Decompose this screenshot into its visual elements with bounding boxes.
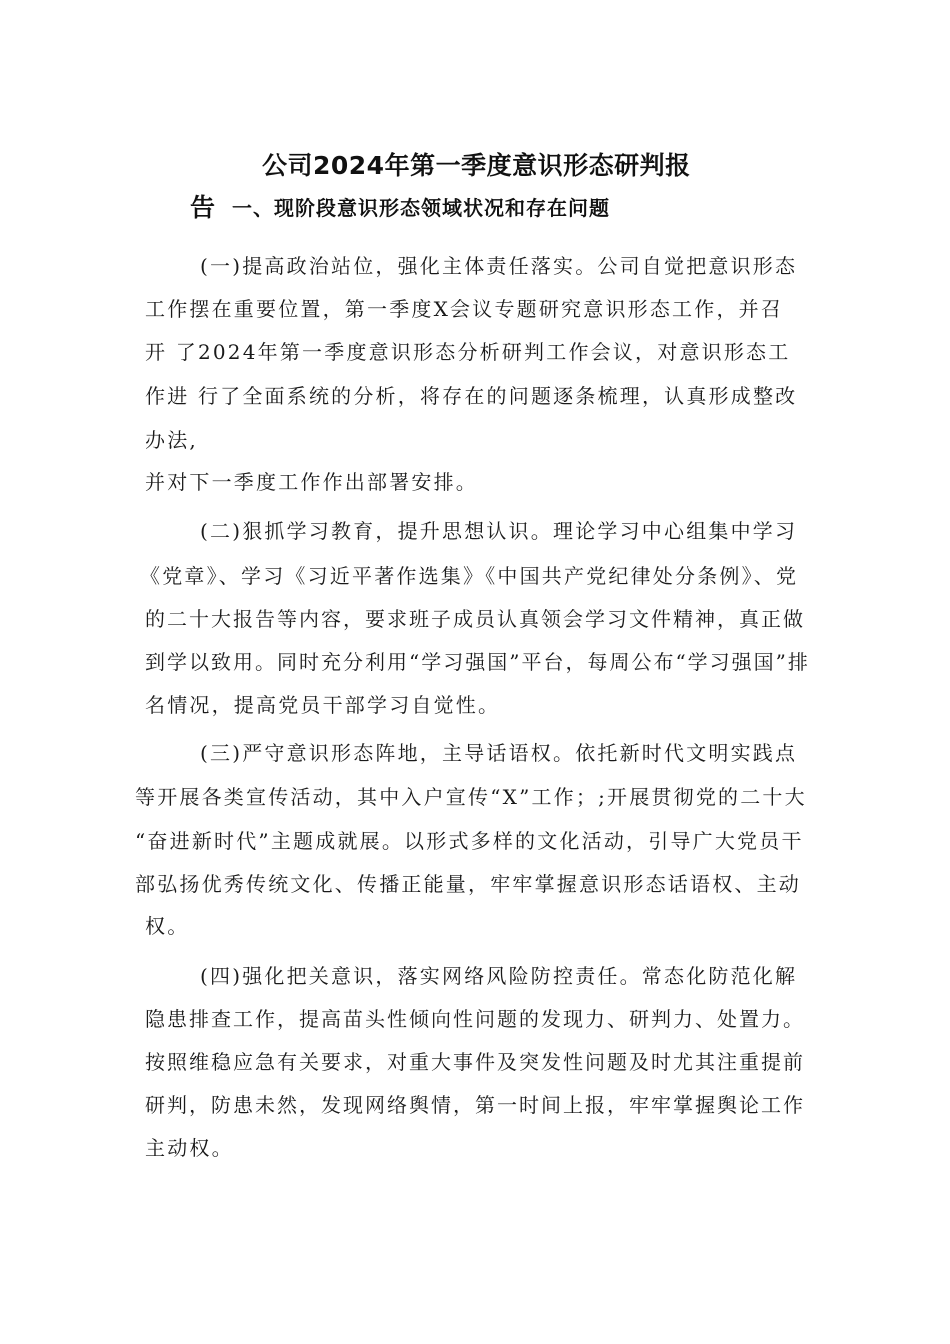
paragraph-3-line-3: “奋进新时代”主题成就展。以形式多样的文化活动，引导广大党员干 (135, 829, 804, 853)
paragraph-4-line-1: (四)强化把关意识，落实网络风险防控责任。常态化防范化解 (200, 964, 798, 988)
paragraph-1-line-4: 作进 行了全面系统的分析，将存在的问题逐条梳理，认真形成整改 (145, 384, 798, 408)
section-heading: 一、现阶段意识形态领域状况和存在问题 (232, 196, 610, 220)
paragraph-2-line-2: 《党章》、学习《习近平著作选集》《中国共产党纪律处分条例》、党 (140, 564, 799, 588)
paragraph-2-line-4: 到学以致用。同时充分利用“学习强国”平台，每周公布“学习强国”排 (145, 650, 810, 674)
paragraph-4-line-4: 研判，防患未然，发现网络舆情，第一时间上报，牢牢掌握舆论工作 (145, 1093, 805, 1117)
document-title-tail: 告 (190, 193, 216, 222)
paragraph-3-line-2: 等开展各类宣传活动，其中入户宣传“X”工作；;开展贯彻党的二十大 (135, 785, 807, 809)
paragraph-3-line-4: 部弘扬优秀传统文化、传播正能量，牢牢掌握意识形态话语权、主动 (135, 872, 801, 896)
paragraph-3-line-1: (三)严守意识形态阵地，主导话语权。依托新时代文明实践点 (200, 741, 798, 765)
paragraph-3-line-5: 权。 (145, 914, 190, 938)
paragraph-4-line-3: 按照维稳应急有关要求，对重大事件及突发性问题及时尤其注重提前 (145, 1050, 805, 1074)
paragraph-4-line-5: 主动权。 (145, 1136, 234, 1160)
paragraph-1-line-2: 工作摆在重要位置，第一季度X会议专题研究意识形态工作，并召 (145, 297, 784, 321)
paragraph-2-line-1: (二)狠抓学习教育，提升思想认识。理论学习中心组集中学习 (200, 519, 798, 543)
paragraph-2-line-3: 的二十大报告等内容，要求班子成员认真领会学习文件精神，真正做 (145, 607, 805, 631)
paragraph-1-line-5: 办法, (145, 428, 198, 452)
document-title: 公司2024年第一季度意识形态研判报 (262, 151, 691, 180)
paragraph-1-line-1: (一)提高政治站位，强化主体责任落实。公司自觉把意识形态 (200, 254, 798, 278)
paragraph-4-line-2: 隐患排查工作，提高苗头性倾向性问题的发现力、研判力、处置力。 (145, 1007, 805, 1031)
paragraph-1-line-3: 开 了2024年第一季度意识形态分析研判工作会议，对意识形态工 (145, 340, 791, 364)
paragraph-1-line-6: 并对下一季度工作作出部署安排。 (145, 470, 478, 494)
paragraph-2-line-5: 名情况，提高党员干部学习自觉性。 (145, 693, 501, 717)
